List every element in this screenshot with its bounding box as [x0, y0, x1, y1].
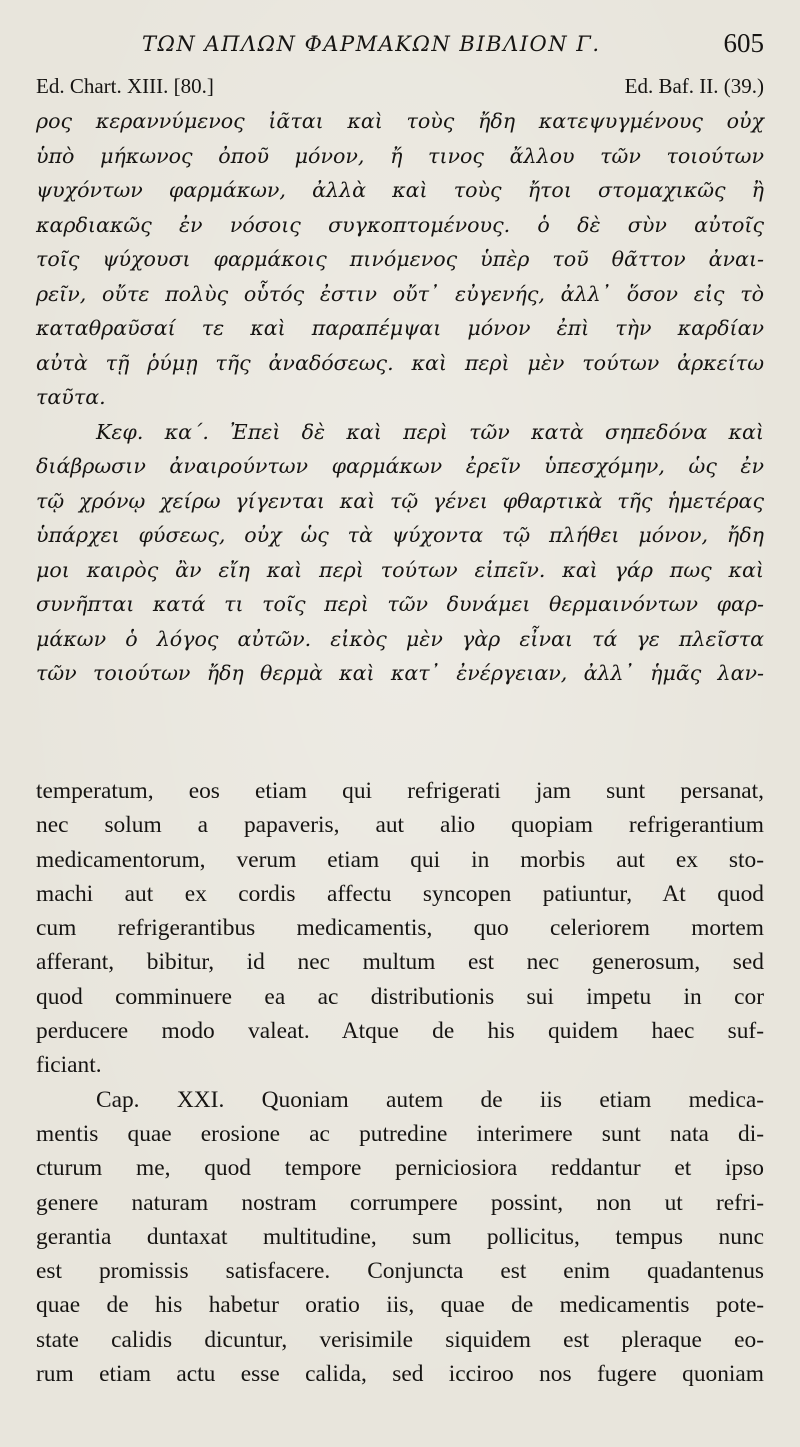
running-title: ΤΩΝ ΑΠΛΩΝ ΦΑΡΜΑΚΩΝ ΒΙΒΛΙΟΝ Γ.	[142, 32, 601, 56]
greek-line: ὑπάρχει φύσεως, οὐχ ὡς τὰ ψύχοντα τῷ πλήθει μόνον, ἤδη	[36, 523, 764, 547]
running-head	[36, 28, 772, 68]
greek-line: αὐτὰ τῇ ῥύμῃ τῆς ἀναδόσεως. καὶ περὶ μὲν τούτων ἀρκείτω	[36, 350, 764, 375]
greek-text-column	[36, 104, 764, 691]
greek-line: ὑπὸ μήκωνος ὀποῦ μόνον, ἤ τινος ἄλλου τῶν τοιούτων	[36, 143, 764, 168]
edition-basel-reference: Ed. Baf. II. (39.)	[624, 74, 764, 98]
edition-chartier-reference: Ed. Chart. XIII. [80.]	[36, 74, 214, 98]
greek-line: τῷ χρόνῳ χείρω γίγενται καὶ τῷ γένει φθαρτικὰ τῆς ἡμετέρας	[36, 488, 764, 513]
greek-line: ρος κεραννύμενος ἰᾶται καὶ τοὺς ἤδη κατεψυγμένους οὐχ	[36, 109, 764, 133]
greek-line: ψυχόντων φαρμάκων, ἀλλὰ καὶ τοὺς ἤτοι στομαχικῶς ἢ	[36, 178, 764, 202]
latin-line: quae de his habetur oratio iis, quae de medicamentis pote-	[36, 1292, 764, 1319]
latin-line: gerantia duntaxat multitudine, sum pollicitus, tempus nunc	[36, 1223, 764, 1250]
latin-line: cturum me, quod tempore perniciosiora reddantur et ipso	[36, 1155, 764, 1182]
latin-line: est promissis satisfacere. Conjuncta est enim quadantenus	[36, 1258, 764, 1285]
latin-text-column	[36, 774, 764, 1391]
latin-line: ficiant.	[36, 1052, 102, 1079]
greek-line: ταῦτα.	[36, 385, 106, 409]
greek-line: μάκων ὁ λόγος αὐτῶν. εἰκὸς μὲν γὰρ εἶναι τά γε πλεῖστα	[36, 626, 764, 651]
latin-line: rum etiam actu esse calida, sed icciroo nos fugere quoniam	[36, 1361, 764, 1388]
greek-line: συνῆπται κατά τι τοῖς περὶ τῶν δυνάμει θερμαινόντων φαρ-	[36, 592, 764, 616]
latin-line: cum refrigerantibus medicamentis, quo celeriorem mortem	[36, 915, 764, 942]
latin-chapter-heading-line: Cap. XXI. Quoniam autem de iis etiam medica-	[96, 1086, 764, 1113]
latin-line: quod comminuere ea ac distributionis sui impetu in cor	[36, 983, 764, 1010]
greek-line: διάβρωσιν ἀναιρούντων φαρμάκων ἐρεῖν ὑπεσχόμην, ὡς ἐν	[36, 454, 764, 478]
greek-line: τοῖς ψύχουσι φαρμάκοις πινόμενος ὑπὲρ τοῦ θᾶττον ἀναι-	[36, 247, 764, 271]
latin-line: genere naturam nostram corrumpere possint, non ut refri-	[36, 1189, 764, 1216]
latin-line: mentis quae erosione ac putredine interimere sunt nata di-	[36, 1120, 764, 1147]
latin-line: medicamentorum, verum etiam qui in morbis aut ex sto-	[36, 846, 764, 873]
greek-line: μοι καιρὸς ἂν εἴη καὶ περὶ τούτων εἰπεῖν. καὶ γάρ πως καὶ	[36, 557, 764, 582]
greek-line: καταθραῦσαί τε καὶ παραπέμψαι μόνον ἐπὶ τὴν καρδίαν	[36, 316, 764, 340]
latin-line: afferant, bibitur, id nec multum est nec generosum, sed	[36, 949, 764, 976]
latin-line: nec solum a papaveris, aut alio quopiam refrigerantium	[36, 812, 764, 839]
greek-line: καρδιακῶς ἐν νόσοις συγκοπτομένους. ὁ δὲ σὺν αὐτοῖς	[36, 212, 764, 237]
greek-chapter-heading-line: Κεφ. κα΄. Ἐπεὶ δὲ καὶ περὶ τῶν κατὰ σηπεδόνα καὶ	[96, 419, 764, 444]
greek-line: ρεῖν, οὔτε πολὺς οὗτός ἐστιν οὔτ᾽ εὐγενής, ἀλλ᾽ ὅσον εἰς τὸ	[36, 281, 764, 306]
page-number: 605	[723, 28, 764, 58]
latin-line: machi aut ex cordis affectu syncopen patiuntur, At quod	[36, 880, 764, 907]
latin-line: perducere modo valeat. Atque de his quidem haec suf-	[36, 1018, 764, 1045]
latin-line: state calidis dicuntur, verisimile siquidem est pleraque eo-	[36, 1326, 764, 1353]
latin-line: temperatum, eos etiam qui refrigerati jam sunt persanat,	[36, 778, 764, 804]
edition-references	[36, 74, 764, 100]
greek-line: τῶν τοιούτων ἤδη θερμὰ καὶ κατ᾽ ἐνέργειαν, ἀλλ᾽ ἡμᾶς λαν-	[36, 661, 764, 685]
